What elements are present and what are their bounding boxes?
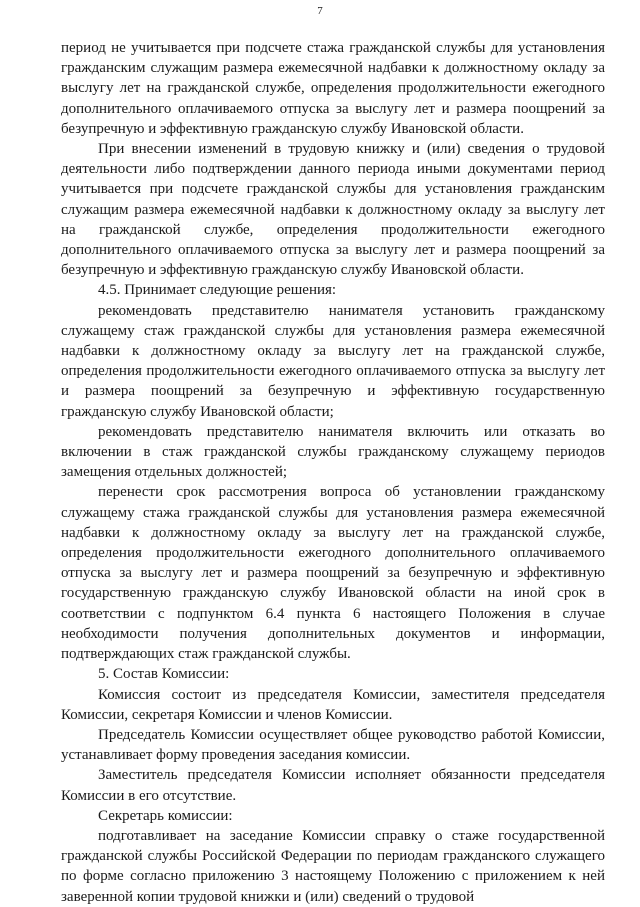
section-heading: 5. Состав Комиссии: [98, 666, 230, 683]
paragraph: период не учитывается при подсчете стажа гражданской службы для установления гражданским служащим размера ежемесячной надбавки к должностному окладу за выслугу лет на гражданской службе, определения продолжительности ежегодного дополнительного оплачиваемого отпуска за выслугу лет и размера поощрений за безупречную и эффективную гражданскую службу Ивановской области. [61, 40, 605, 137]
paragraph: подготавливает на заседание Комиссии справку о стаже государственной гражданской службы Российской Федерации по периодам гражданского служащего по форме согласно приложению 3 настоящему Положению с приложением к ней заверенной копии трудовой книжки и (или) сведений о трудовой [61, 827, 605, 905]
paragraph: перенести срок рассмотрения вопроса об установлении гражданскому служащему стажа гражданской службы для установления размера ежемесячной надбавки к должностному окладу за выслугу лет на гражданской службе, определения продолжительности ежегодного дополнительного оплачиваемого отпуска за выслугу лет и размера поощрений за безупречную и эффективную государственную гражданскую службу Ивановской области на иной срок в соответствии с подпунктом 6.4 пункта 6 настоящего Положения в случае необходимости получения дополнительных документов и информации, подтверждающих стаж гражданской службы. [61, 484, 605, 663]
paragraph: Комиссия состоит из председателя Комиссии, заместителя председателя Комиссии, секретаря Комиссии и членов Комиссии. [61, 686, 605, 723]
paragraph: Председатель Комиссии осуществляет общее руководство работой Комиссии, устанавливает форму проведения заседания комиссии. [61, 726, 605, 764]
paragraph: рекомендовать представителю нанимателя включить или отказать во включении в стаж гражданской службы гражданскому служащему периодов замещения отдельных должностей; [61, 423, 605, 481]
page-number: 7 [317, 5, 323, 17]
paragraph: Секретарь комиссии: [98, 807, 233, 824]
document-body [61, 38, 605, 907]
paragraph: При внесении изменений в трудовую книжку и (или) сведения о трудовой деятельности либо подтверждении данного периода иными документами период учитывается при подсчете гражданской службы для установления гражданским служащим размера ежемесячной надбавки к должностному окладу за выслугу лет на гражданской службе, определения продолжительности ежегодного дополнительного оплачиваемого отпуска за выслугу лет и размера поощрений за безупречную и эффективную гражданскую службу Ивановской области. [61, 141, 605, 279]
paragraph: Заместитель председателя Комиссии исполняет обязанности председателя Комиссии в его отсутствие. [61, 767, 605, 804]
section-heading: 4.5. Принимает следующие решения: [98, 282, 337, 299]
paragraph: рекомендовать представителю нанимателя установить гражданскому служащему стаж гражданской службы для установления размера ежемесячной надбавки к должностному окладу за выслугу лет на гражданской службе, определения продолжительности ежегодного оплачиваемого отпуска за выслугу лет и размера поощрений за безупречную и эффективную государственную гражданскую службу Ивановской области; [61, 302, 605, 420]
